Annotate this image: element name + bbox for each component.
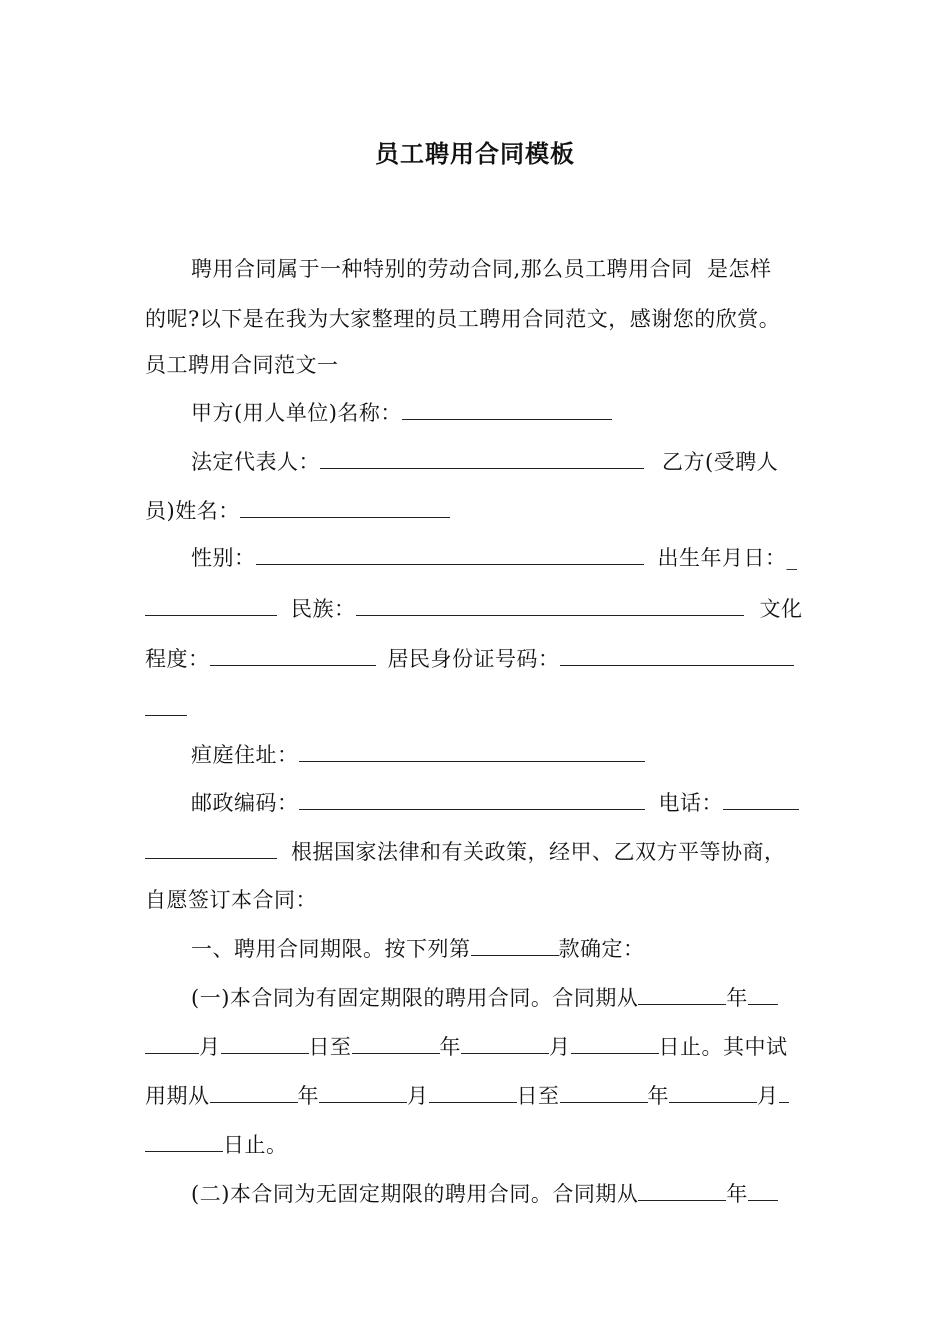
party-a-name-label: 甲方(用人单位)名称： [191,401,402,425]
month-label: 月 [199,1035,221,1059]
end-day-blank[interactable] [571,1031,659,1054]
party-a-name-blank[interactable] [402,397,612,420]
gender-line [191,542,798,573]
month-label: 月 [549,1035,571,1059]
phone-blank[interactable] [723,787,799,810]
day-to-label: 日至 [308,1035,352,1059]
end-month-blank[interactable] [461,1031,549,1054]
open-start-year-blank[interactable] [638,1178,726,1201]
phone-label: 电话： [658,791,723,815]
start-year-blank[interactable] [638,982,726,1005]
section-heading: 员工聘用合同范文一 [145,353,339,377]
year-label: 年 [439,1035,461,1059]
year-label: 年 [726,1182,748,1206]
start-month-blank-b[interactable] [145,1031,199,1054]
legal-rep-blank[interactable] [320,446,644,469]
month-label: 月 [757,1084,779,1108]
education-blank[interactable] [210,643,376,666]
start-day-blank[interactable] [221,1031,309,1054]
probation-start-month-blank[interactable] [319,1080,407,1103]
education-line [145,643,794,674]
start-month-blank-a[interactable] [748,982,778,1005]
probation-start-day-blank[interactable] [429,1080,517,1103]
ethnicity-line [145,593,803,624]
gender-blank[interactable] [256,542,644,565]
education-label-part2: 程度： [145,647,210,671]
id-number-label: 居民身份证号码： [387,647,560,671]
agreement-line [145,836,786,867]
clause-1-text-b: 款确定： [558,937,645,961]
end-year-blank[interactable] [352,1031,440,1054]
day-to-label: 日至 [516,1084,560,1108]
clause-1-text-a: 一、聘用合同期限。按下列第 [191,937,471,961]
year-label: 年 [647,1084,669,1108]
ethnicity-blank[interactable] [356,593,744,616]
open-term-text: (二)本合同为无固定期限的聘用合同。合同期从 [191,1182,639,1206]
postal-code-label: 邮政编码： [191,791,299,815]
fixed-term-text: (一)本合同为有固定期限的聘用合同。合同期从 [191,986,639,1010]
clause-number-blank[interactable] [471,933,559,956]
probation-end-day-blank-a[interactable] [779,1080,789,1103]
probation-end-month-blank[interactable] [669,1080,757,1103]
id-number-blank[interactable] [560,643,794,666]
day-stop-label: 日止。 [223,1133,288,1157]
fixed-term-dates-line [145,1031,788,1062]
day-end-label: 日止。其中试 [658,1035,788,1059]
phone-blank-cont[interactable] [145,836,277,859]
month-label: 月 [407,1084,429,1108]
probation-start-year-blank[interactable] [210,1080,298,1103]
open-term-line [191,1178,778,1209]
home-address-label: 疸庭住址： [191,743,299,767]
year-label: 年 [726,986,748,1010]
year-label: 年 [297,1084,319,1108]
party-a-name-line [191,397,612,428]
agreement-text-end: 自愿签订本合同： [145,888,317,912]
party-b-name-line [145,495,450,526]
home-address-line [191,739,645,770]
party-b-label: 乙方(受聘人 [662,450,779,474]
birth-date-label: 出生年月日：_ [657,546,798,570]
document-title: 员工聘用合同模板 [375,140,575,168]
id-number-continuation [145,693,187,724]
probation-text: 用期从 [145,1084,210,1108]
legal-rep-line [191,446,778,477]
birth-date-blank[interactable] [145,593,277,616]
paragraph-intro-line-2: 的呢?以下是在我为大家整理的员工聘用合同范文，感谢您的欣赏。 [145,307,781,331]
education-label-part1: 文化 [759,597,803,621]
ethnicity-label: 民族： [291,597,356,621]
probation-end-day-blank-b[interactable] [145,1129,223,1152]
agreement-text: 根据国家法律和有关政策，经甲、乙双方平等协商， [291,840,786,864]
gender-label: 性别： [191,546,256,570]
open-start-month-blank[interactable] [748,1178,778,1201]
probation-line [145,1080,789,1111]
fixed-term-line [191,982,778,1013]
paragraph-intro-line-1: 聘用合同属于一种特别的劳动合同,那么员工聘用合同 是怎样 [191,257,772,281]
party-b-name-label: 员)姓名： [145,499,240,523]
postal-code-blank[interactable] [299,787,645,810]
postal-phone-line [191,787,799,818]
probation-end-year-blank[interactable] [560,1080,648,1103]
party-b-name-blank[interactable] [240,495,450,518]
probation-end-line [145,1129,288,1160]
clause-1-line [191,933,645,964]
home-address-blank[interactable] [299,739,645,762]
legal-rep-label: 法定代表人： [191,450,320,474]
id-number-blank-cont[interactable] [145,693,187,716]
